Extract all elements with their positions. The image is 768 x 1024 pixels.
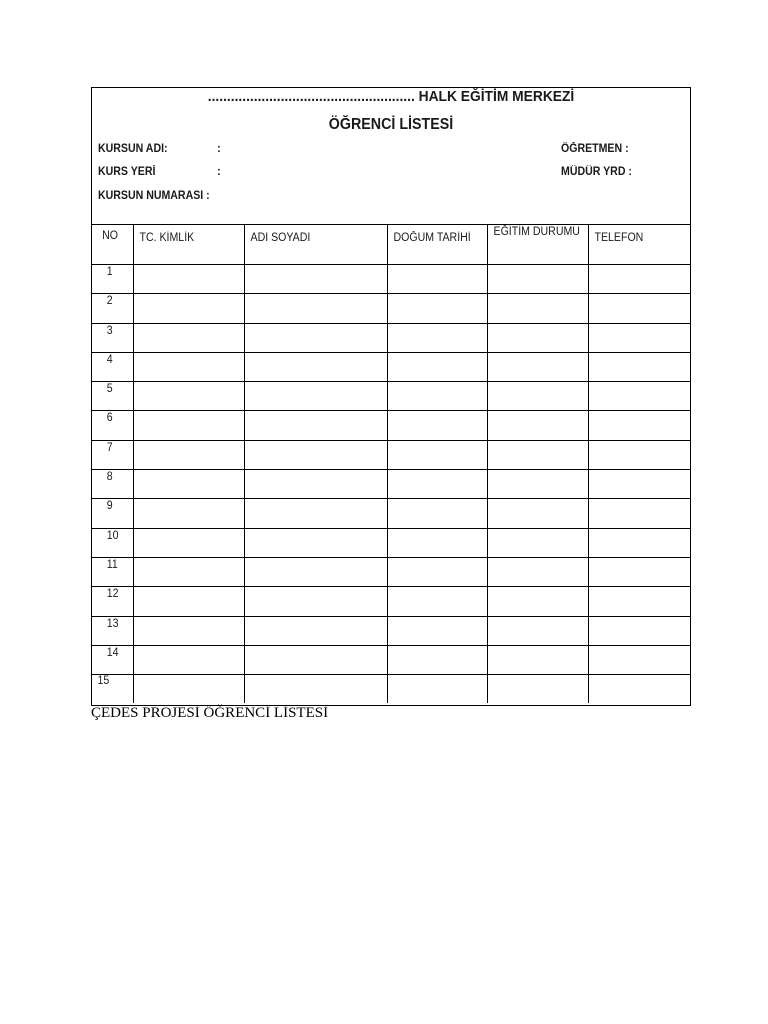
course-place-label: KURS YERİ — [98, 166, 156, 178]
table-header-row — [92, 224, 690, 265]
tc-kimlik-cell[interactable] — [133, 528, 244, 557]
dogum-tarihi-cell[interactable] — [387, 616, 487, 645]
telefon-cell[interactable] — [588, 616, 690, 645]
row-number: 2 — [92, 294, 133, 323]
egitim-durumu-cell[interactable] — [487, 382, 588, 411]
column-header-telefon: TELEFON — [588, 224, 690, 265]
row-number: 14 — [92, 645, 133, 674]
adi-soyadi-cell[interactable] — [244, 470, 387, 499]
tc-kimlik-cell[interactable] — [133, 352, 244, 381]
egitim-durumu-cell[interactable] — [487, 265, 588, 294]
course-name-label: KURSUN ADI: — [98, 143, 168, 155]
table-row — [92, 499, 690, 528]
tc-kimlik-cell[interactable] — [133, 411, 244, 440]
course-name-colon: : — [217, 143, 221, 155]
egitim-durumu-cell[interactable] — [487, 352, 588, 381]
course-number-label: KURSUN NUMARASI : — [98, 190, 210, 202]
footer-caption: ÇEDES PROJESİ ÖĞRENCİ LİSTESİ — [91, 705, 329, 721]
egitim-durumu-cell[interactable] — [487, 470, 588, 499]
row-number: 5 — [92, 382, 133, 411]
egitim-durumu-cell[interactable] — [487, 440, 588, 469]
adi-soyadi-cell[interactable] — [244, 323, 387, 352]
tc-kimlik-cell[interactable] — [133, 557, 244, 586]
dogum-tarihi-cell[interactable] — [387, 265, 487, 294]
table-row — [92, 352, 690, 381]
egitim-durumu-cell[interactable] — [487, 411, 588, 440]
tc-kimlik-cell[interactable] — [133, 382, 244, 411]
telefon-cell[interactable] — [588, 440, 690, 469]
tc-kimlik-cell[interactable] — [133, 294, 244, 323]
adi-soyadi-cell[interactable] — [244, 587, 387, 616]
table-row — [92, 528, 690, 557]
row-number: 3 — [92, 323, 133, 352]
egitim-durumu-cell[interactable] — [487, 323, 588, 352]
institution-title: ...................................................... HALK EĞİTİM MERKEZİ — [207, 88, 575, 105]
dogum-tarihi-cell[interactable] — [387, 645, 487, 674]
table-row — [92, 323, 690, 352]
teacher-label: ÖĞRETMEN : — [561, 143, 629, 155]
telefon-cell[interactable] — [588, 528, 690, 557]
telefon-cell[interactable] — [588, 499, 690, 528]
egitim-durumu-cell[interactable] — [487, 499, 588, 528]
telefon-cell[interactable] — [588, 352, 690, 381]
tc-kimlik-cell[interactable] — [133, 470, 244, 499]
course-place-colon: : — [217, 166, 221, 178]
row-number: 12 — [92, 587, 133, 616]
adi-soyadi-cell[interactable] — [244, 675, 387, 704]
table-row — [92, 675, 690, 704]
table-row — [92, 411, 690, 440]
table-row — [92, 382, 690, 411]
table-row — [92, 294, 690, 323]
adi-soyadi-cell[interactable] — [244, 645, 387, 674]
telefon-cell[interactable] — [588, 675, 690, 704]
telefon-cell[interactable] — [588, 382, 690, 411]
egitim-durumu-cell[interactable] — [487, 294, 588, 323]
adi-soyadi-cell[interactable] — [244, 528, 387, 557]
adi-soyadi-cell[interactable] — [244, 557, 387, 586]
telefon-cell[interactable] — [588, 587, 690, 616]
telefon-cell[interactable] — [588, 265, 690, 294]
row-number: 4 — [92, 352, 133, 381]
row-number: 15 — [92, 675, 133, 704]
row-number: 7 — [92, 440, 133, 469]
column-header-tc-kimlik: TC. KİMLİK — [133, 224, 244, 265]
row-number: 6 — [92, 411, 133, 440]
column-header-no: NO — [92, 224, 133, 265]
row-number: 1 — [92, 265, 133, 294]
table-row — [92, 645, 690, 674]
table-row — [92, 440, 690, 469]
egitim-durumu-cell[interactable] — [487, 528, 588, 557]
table-row — [92, 470, 690, 499]
tc-kimlik-cell[interactable] — [133, 440, 244, 469]
tc-kimlik-cell[interactable] — [133, 616, 244, 645]
column-header-egitim-durumu: EĞİTİM DURUMU — [487, 224, 588, 265]
egitim-durumu-cell[interactable] — [487, 557, 588, 586]
adi-soyadi-cell[interactable] — [244, 352, 387, 381]
adi-soyadi-cell[interactable] — [244, 294, 387, 323]
student-table — [92, 224, 690, 703]
telefon-cell[interactable] — [588, 411, 690, 440]
dogum-tarihi-cell[interactable] — [387, 352, 487, 381]
telefon-cell[interactable] — [588, 294, 690, 323]
adi-soyadi-cell[interactable] — [244, 411, 387, 440]
table-row — [92, 557, 690, 586]
column-header-dogum-tarihi: DOĞUM TARİHİ — [387, 224, 487, 265]
telefon-cell[interactable] — [588, 557, 690, 586]
row-number: 8 — [92, 470, 133, 499]
adi-soyadi-cell[interactable] — [244, 499, 387, 528]
tc-kimlik-cell[interactable] — [133, 265, 244, 294]
telefon-cell[interactable] — [588, 645, 690, 674]
dogum-tarihi-cell[interactable] — [387, 323, 487, 352]
form-header — [92, 88, 690, 225]
egitim-durumu-cell[interactable] — [487, 645, 588, 674]
tc-kimlik-cell[interactable] — [133, 645, 244, 674]
dogum-tarihi-cell[interactable] — [387, 440, 487, 469]
tc-kimlik-cell[interactable] — [133, 499, 244, 528]
tc-kimlik-cell[interactable] — [133, 675, 244, 704]
egitim-durumu-cell[interactable] — [487, 587, 588, 616]
row-number: 10 — [92, 528, 133, 557]
dogum-tarihi-cell[interactable] — [387, 382, 487, 411]
tc-kimlik-cell[interactable] — [133, 323, 244, 352]
telefon-cell[interactable] — [588, 323, 690, 352]
assistant-principal-label: MÜDÜR YRD : — [561, 166, 632, 178]
row-number: 11 — [92, 557, 133, 586]
adi-soyadi-cell[interactable] — [244, 265, 387, 294]
telefon-cell[interactable] — [588, 470, 690, 499]
table-row — [92, 265, 690, 294]
egitim-durumu-cell[interactable] — [487, 616, 588, 645]
student-list-form — [91, 87, 691, 706]
egitim-durumu-cell[interactable] — [487, 675, 588, 704]
table-row — [92, 587, 690, 616]
adi-soyadi-cell[interactable] — [244, 440, 387, 469]
adi-soyadi-cell[interactable] — [244, 382, 387, 411]
dogum-tarihi-cell[interactable] — [387, 675, 487, 704]
adi-soyadi-cell[interactable] — [244, 616, 387, 645]
dogum-tarihi-cell[interactable] — [387, 587, 487, 616]
dogum-tarihi-cell[interactable] — [387, 528, 487, 557]
dogum-tarihi-cell[interactable] — [387, 499, 487, 528]
tc-kimlik-cell[interactable] — [133, 587, 244, 616]
list-title: ÖĞRENCİ LİSTESİ — [328, 116, 454, 133]
dogum-tarihi-cell[interactable] — [387, 557, 487, 586]
row-number: 13 — [92, 616, 133, 645]
dogum-tarihi-cell[interactable] — [387, 470, 487, 499]
column-header-adi-soyadi: ADI SOYADI — [244, 224, 387, 265]
dogum-tarihi-cell[interactable] — [387, 411, 487, 440]
table-row — [92, 616, 690, 645]
row-number: 9 — [92, 499, 133, 528]
dogum-tarihi-cell[interactable] — [387, 294, 487, 323]
